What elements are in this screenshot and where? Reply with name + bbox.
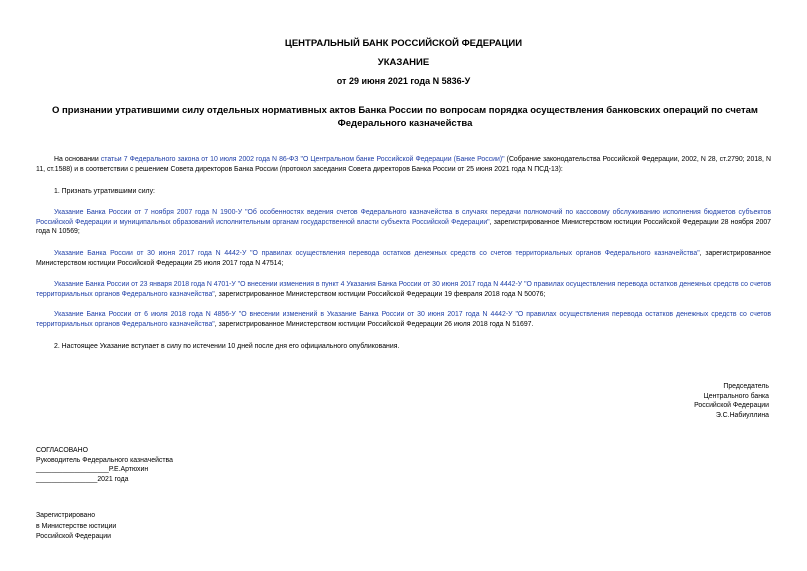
intro-paragraph: [36, 155, 771, 174]
act-link-2[interactable]: Указание Банка России от 30 июня 2017 года N 4442-У "О правилах осуществления перевода остатков денежных средств со счетов территориальных органов Федерального казначейства": [54, 250, 700, 257]
item-2: 2. Настоящее Указание вступает в силу по истечении 10 дней после дня его официального опубликования.: [54, 343, 400, 350]
act-suffix-4: , зарегистрированное Министерством юстиции Российской Федерации 26 июля 2018 года N 51697.: [214, 320, 534, 328]
signature-line: Председатель: [723, 383, 769, 390]
signature-line: Э.С.Набиуллина: [715, 412, 769, 420]
registration-line: в Министерстве юстиции: [36, 522, 117, 530]
approval-line: ________________2021 года: [36, 476, 129, 484]
registration-line: Российской Федерации: [36, 533, 111, 540]
approval-block: [36, 446, 173, 485]
doc-date-number: от 29 июня 2021 года N 5836-У: [336, 76, 471, 86]
act-suffix-2: , зарегистрированное Министерством юстиции Российской Федерации 25 июля 2017 года N 47514;: [36, 250, 771, 267]
act-suffix-1: , зарегистрированное Министерством юстиции Российской Федерации 28 ноября 2007 года N 10569;: [36, 218, 771, 236]
doc-subject: О признании утратившими силу отдельных нормативных актов Банка России по вопросам порядка осуществления банковских операций по счетам Федерального казначейства: [52, 105, 758, 129]
act-suffix-3: , зарегистрированное Министерством юстиции Российской Федерации 19 февраля 2018 года N 50076;: [214, 290, 546, 298]
org-title: ЦЕНТРАЛЬНЫЙ БАНК РОССИЙСКОЙ ФЕДЕРАЦИИ: [284, 38, 523, 49]
doc-type: УКАЗАНИЕ: [377, 57, 430, 68]
item-1: 1. Признать утратившими силу:: [54, 188, 155, 195]
repealed-act-3: [36, 280, 771, 299]
signature-line: Центрального банка: [703, 392, 769, 400]
intro-suffix: (Собрание законодательства Российской Федерации, 2002, N 28, ст.2790; 2018, N 11, ст.1588) и в соответствии с решением Совета директоров Банка России (протокол заседания Совета директоров Банка России от 25 июня 2021 года N ПСД-13):: [36, 156, 771, 173]
approval-line: Руководитель Федерального казначейства: [36, 456, 173, 464]
act-link-4[interactable]: Указание Банка России от 6 июля 2018 года N 4856-У "О внесении изменений в Указание Банка России от 30 июня 2017 года N 4442-У "О правилах осуществления перевода остатков денежных средств со счетов территориальных органов Федерального казначейства": [36, 311, 771, 328]
approval-line: СОГЛАСОВАНО: [36, 447, 88, 454]
law-link[interactable]: статьи 7 Федерального закона от 10 июля 2002 года N 86-ФЗ "О Центральном банке Российской Федерации (Банке России)": [100, 156, 505, 163]
repealed-act-4: [36, 310, 771, 329]
signature-block: [694, 382, 769, 421]
registration-line: Зарегистрировано: [36, 512, 96, 519]
act-link-1[interactable]: Указание Банка России от 7 ноября 2007 года N 1900-У "Об особенностях ведения счетов Федерального казначейства в случаях передачи полномочий по кассовому обслуживанию исполнения бюджетов субъектов Российской Федерации и муниципальных образований исполнительным органам государственной власти субъекта Российской Федерации": [36, 209, 771, 226]
registration-block: [36, 511, 116, 543]
intro-prefix: На основании: [54, 156, 101, 163]
act-link-3[interactable]: Указание Банка России от 23 января 2018 года N 4701-У "О внесении изменения в пункт 4 Указания Банка России от 30 июня 2017 года N 4442-У "О правилах осуществления перевода остатков денежных средств со счетов территориальных органов Федерального казначейства": [36, 281, 771, 298]
signature-line: Российской Федерации: [694, 402, 769, 410]
repealed-act-1: [36, 208, 771, 237]
repealed-act-2: [36, 249, 771, 268]
approval-line: ___________________Р.Е.Артюхин: [36, 466, 149, 474]
